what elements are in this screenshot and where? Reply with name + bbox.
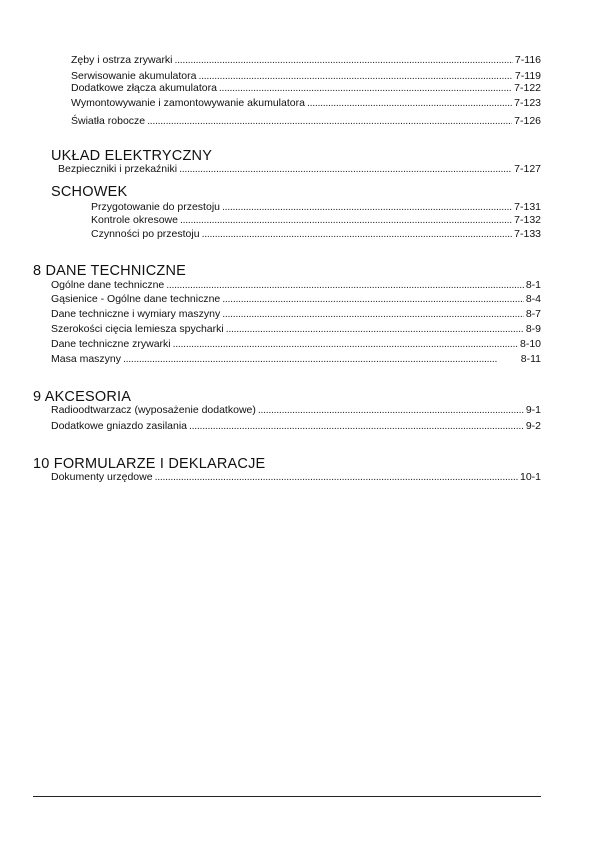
- toc-entry[interactable]: [58, 163, 541, 176]
- toc-entry-page: 9-1: [525, 404, 541, 416]
- toc-entry[interactable]: [51, 279, 541, 292]
- toc-entry-label: Dokumenty urzędowe: [51, 471, 153, 483]
- toc-entry-label: Serwisowanie akumulatora: [71, 70, 197, 82]
- toc-entry-page: 7-122: [514, 82, 541, 94]
- toc-entry-page: 7-126: [514, 115, 541, 127]
- toc-entry-page: 8-9: [525, 323, 541, 335]
- toc-entry[interactable]: [71, 82, 541, 95]
- toc-entry[interactable]: [51, 404, 541, 417]
- dot-leader: [222, 308, 524, 321]
- dot-leader: [155, 471, 518, 484]
- chapter-heading: 10 FORMULARZE I DEKLARACJE: [33, 456, 266, 472]
- toc-entry-label: Kontrole okresowe: [91, 214, 178, 226]
- dot-leader: [189, 420, 524, 433]
- toc-entry-page: 7-132: [514, 214, 541, 226]
- toc-entry-page: 7-123: [514, 97, 541, 109]
- toc-entry[interactable]: [51, 323, 541, 336]
- toc-entry-page: 7-119: [514, 70, 541, 82]
- dot-leader: [226, 323, 524, 336]
- toc-entry-page: 10-1: [519, 471, 541, 483]
- dot-leader: [307, 97, 512, 110]
- toc-entry[interactable]: [91, 214, 541, 227]
- dot-leader: [258, 404, 524, 417]
- dot-leader: [147, 115, 512, 128]
- toc-entry-page: 7-131: [514, 201, 541, 213]
- toc-entry[interactable]: [71, 97, 541, 110]
- dot-leader: [202, 228, 513, 241]
- toc-entry-label: Radioodtwarzacz (wyposażenie dodatkowe): [51, 404, 256, 416]
- toc-entry-label: Zęby i ostrza zrywarki: [71, 54, 173, 66]
- toc-entry-label: Wymontowywanie i zamontowywanie akumulatora: [71, 97, 305, 109]
- section-heading: SCHOWEK: [51, 184, 128, 200]
- dot-leader: [173, 338, 518, 351]
- toc-entry-label: Gąsienice - Ogólne dane techniczne: [51, 293, 221, 305]
- dot-leader: [175, 54, 513, 67]
- dot-leader: [219, 82, 512, 95]
- toc-entry[interactable]: [91, 201, 541, 214]
- toc-entry-page: 7-133: [514, 228, 541, 240]
- toc-entry-page: 8-7: [525, 308, 541, 320]
- toc-entry-page: 8-1: [525, 279, 541, 291]
- toc-entry-label: Szerokości cięcia lemiesza spycharki: [51, 323, 224, 335]
- chapter-heading: 9 AKCESORIA: [33, 389, 132, 405]
- dot-leader: [179, 163, 512, 176]
- dot-leader: [123, 353, 519, 366]
- toc-entry[interactable]: [91, 228, 541, 241]
- toc-entry[interactable]: [51, 420, 541, 433]
- toc-entry-label: Dane techniczne zrywarki: [51, 338, 171, 350]
- toc-entry[interactable]: [71, 54, 541, 67]
- toc-entry-page: 7-127: [514, 163, 541, 175]
- toc-entry-page: 8-11: [520, 353, 541, 365]
- toc-entry-label: Dodatkowe złącza akumulatora: [71, 82, 217, 94]
- dot-leader: [222, 293, 524, 306]
- toc-entry-label: Masa maszyny: [51, 353, 122, 365]
- toc-entry-page: 7-116: [514, 54, 541, 66]
- footer-rule: [33, 796, 541, 797]
- toc-entry-label: Ogólne dane techniczne: [51, 279, 165, 291]
- toc-entry[interactable]: [51, 338, 541, 351]
- toc-entry-label: Przygotowanie do przestoju: [91, 201, 220, 213]
- toc-entry[interactable]: [51, 353, 541, 366]
- dot-leader: [222, 201, 512, 214]
- toc-entry-page: 8-10: [519, 338, 541, 350]
- toc-entry-label: Dane techniczne i wymiary maszyny: [51, 308, 221, 320]
- dot-leader: [166, 279, 524, 292]
- section-heading: UKŁAD ELEKTRYCZNY: [51, 148, 213, 164]
- toc-entry-label: Bezpieczniki i przekaźniki: [58, 163, 178, 175]
- toc-entry-label: Światła robocze: [71, 115, 146, 127]
- toc-entry[interactable]: [51, 308, 541, 321]
- dot-leader: [180, 214, 512, 227]
- toc-entry-page: 8-4: [525, 293, 541, 305]
- toc-entry[interactable]: [51, 293, 541, 306]
- toc-entry[interactable]: [51, 471, 541, 484]
- chapter-heading: 8 DANE TECHNICZNE: [33, 263, 186, 279]
- toc-entry-label: Czynności po przestoju: [91, 228, 200, 240]
- toc-entry-page: 9-2: [525, 420, 541, 432]
- toc-entry[interactable]: [71, 115, 541, 128]
- toc-entry-label: Dodatkowe gniazdo zasilania: [51, 420, 188, 432]
